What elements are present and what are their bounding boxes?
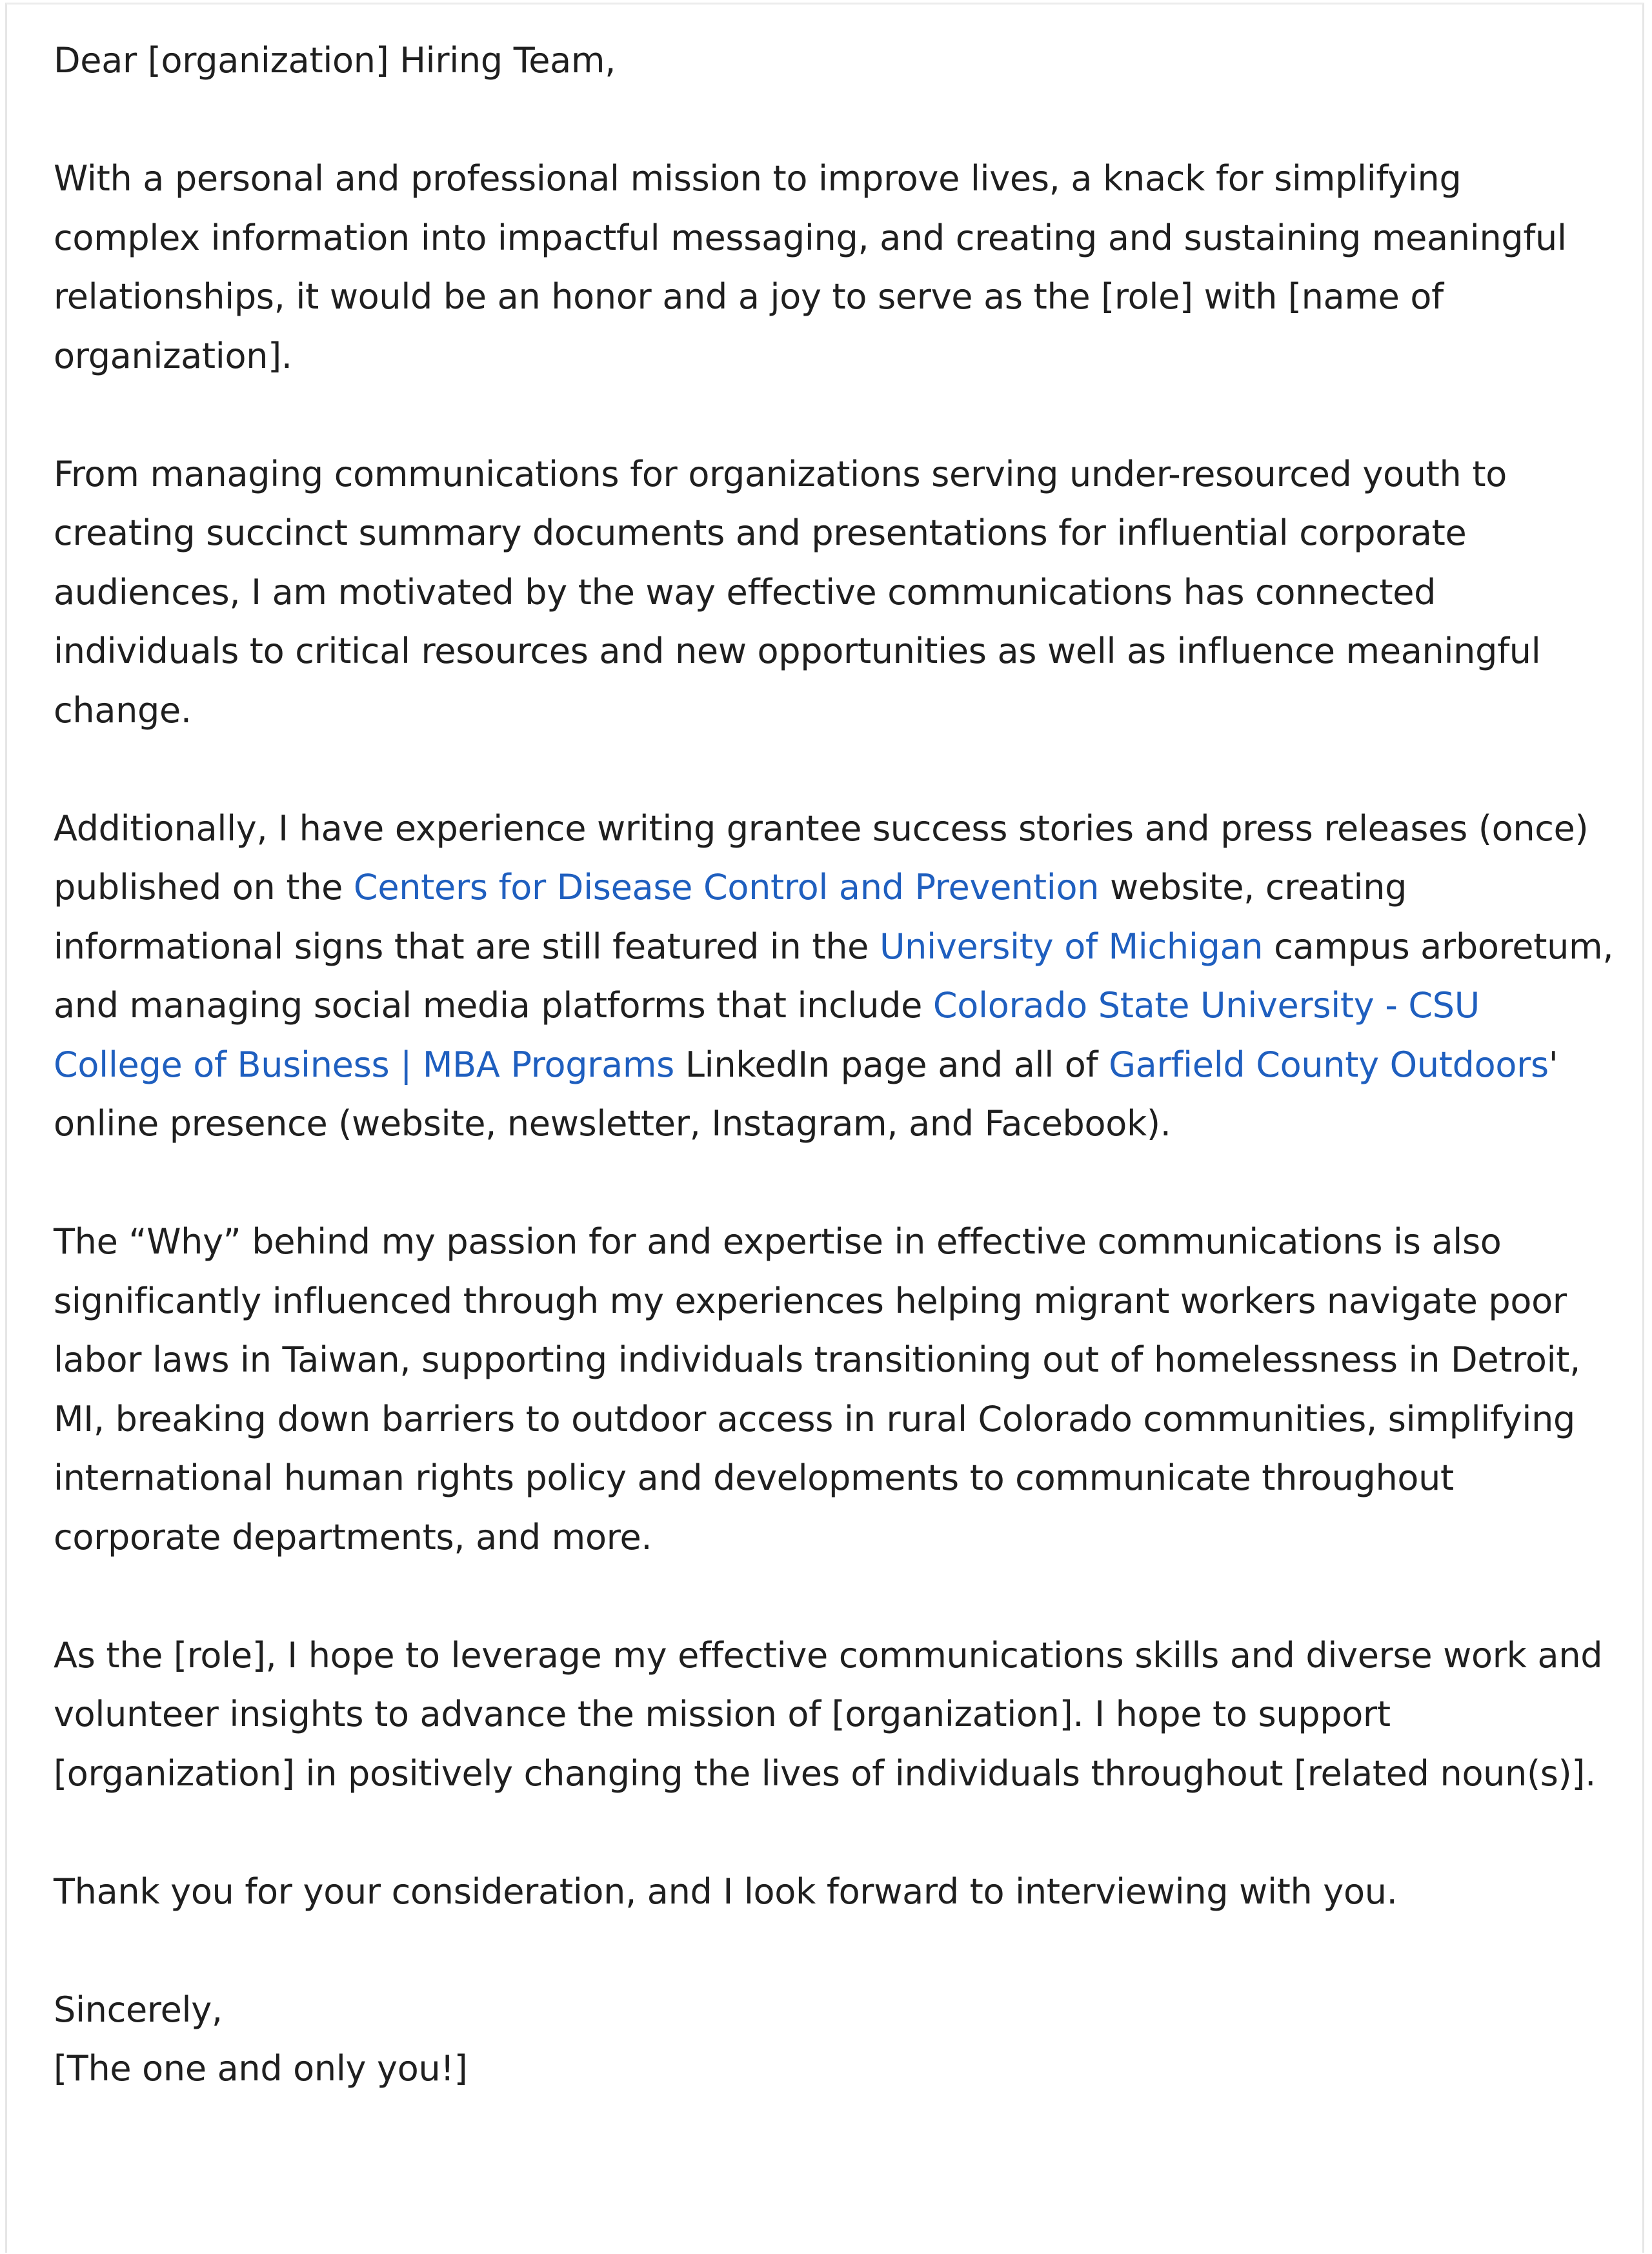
paragraph-experience: From managing communications for organizations serving under-resourced youth to creating succinct summary documents and presentations for influential corporate audiences, I am motivated by the way effective communications has connected individuals to critical resources and new opportunities as well as influence meaningful change.: [54, 453, 1541, 731]
link-colorado-state-university[interactable]: Colorado State University - CSU College of Business | MBA Programs: [54, 985, 1480, 1085]
paragraph-additional-experience: [54, 799, 1615, 1153]
signature: [The one and only you!]: [54, 2048, 468, 2089]
paragraph-text: LinkedIn page and all of: [674, 1044, 1109, 1085]
thank-you-line: Thank you for your consideration, and I look forward to interviewing with you.: [54, 1871, 1398, 1912]
paragraph-text: website, creating informational signs that are still featured in the: [54, 867, 1407, 967]
link-cdc[interactable]: Centers for Disease Control and Prevention: [353, 867, 1100, 908]
link-university-of-michigan[interactable]: University of Michigan: [879, 926, 1264, 967]
cover-letter: [54, 31, 1615, 2098]
link-garfield-county-outdoors[interactable]: Garfield County Outdoors: [1109, 1044, 1549, 1085]
paragraph-mission: With a personal and professional mission to improve lives, a knack for simplifying complex information into impactful messaging, and creating and sustaining meaningful relationships, it would be an honor and a joy to serve as the [role] with [name of organization].: [54, 158, 1567, 376]
signoff: Sincerely,: [54, 1989, 223, 2030]
paragraph-text: ' online presence (website, newsletter, Instagram, and Facebook).: [54, 1044, 1558, 1144]
greeting: Dear [organization] Hiring Team,: [54, 40, 616, 81]
paragraph-why: The “Why” behind my passion for and expertise in effective communications is also significantly influenced through my experiences helping migrant workers navigate poor labor laws in Taiwan, supporting individuals transitioning out of homelessness in Detroit, MI, breaking down barriers to outdoor access in rural Colorado communities, simplifying international human rights policy and developments to communicate throughout corporate departments, and more.: [54, 1221, 1581, 1558]
paragraph-text: Additionally, I have experience writing grantee success stories and press releases (once) published on the: [54, 807, 1589, 908]
paragraph-role-hope: As the [role], I hope to leverage my effective communications skills and diverse work and volunteer insights to advance the mission of [organization]. I hope to support [organization] in positively changing the lives of individuals throughout [related noun(s)].: [54, 1634, 1603, 1794]
paragraph-text: campus arboretum, and managing social media platforms that include: [54, 926, 1614, 1026]
